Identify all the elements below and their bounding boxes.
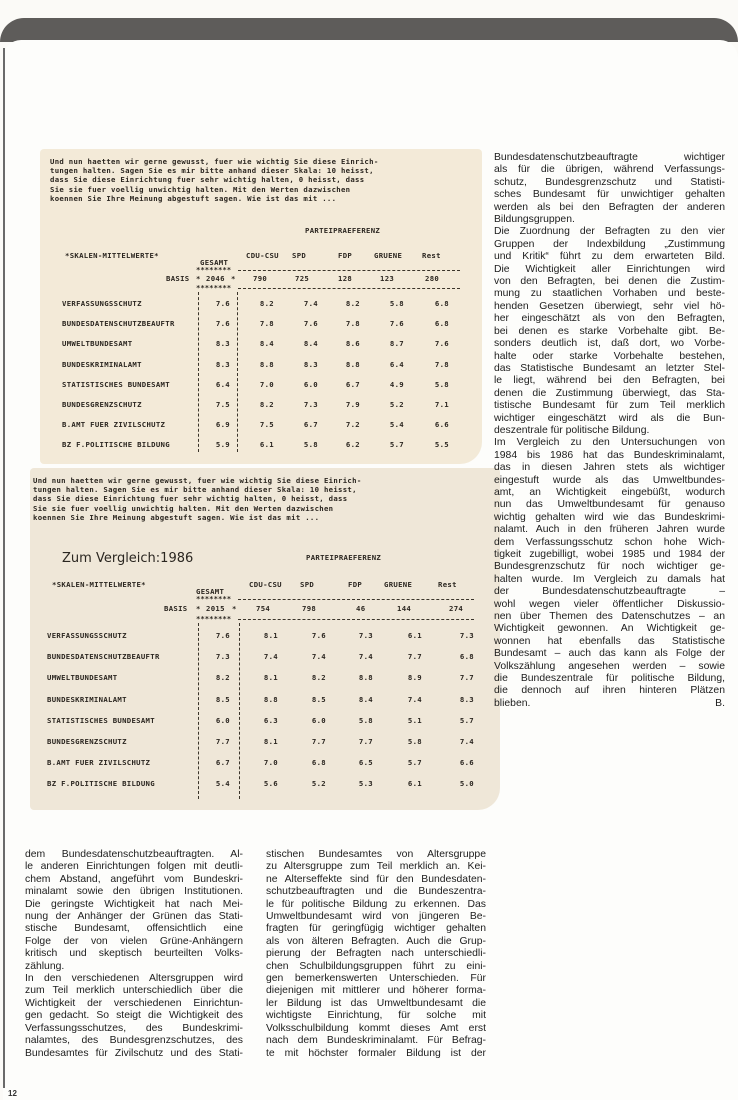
text-line: kritisch und skeptisch beurteilten Volks- [25, 948, 243, 960]
row-value: 5.8 [358, 715, 373, 725]
divider [238, 619, 474, 620]
text-line: nen über Themen des Datenschutzes – an [494, 611, 725, 623]
text-line: Volksschulbildung kommt dieses Amt erst [266, 1022, 486, 1034]
basis-value: 725 [295, 274, 310, 283]
text-line: als von älteren Befragten. Auch die Grup- [266, 935, 486, 947]
row-value: 7.4 [311, 652, 326, 662]
row-value: 6.5 [358, 758, 373, 768]
text-line: ne Alterseffekte sind für den Bundesdaten- [266, 873, 486, 885]
text-line: Bildungsgruppen. [494, 214, 575, 226]
text-line: te mit höchster formaler Bildung ist der [266, 1047, 486, 1059]
row-value: 7.7 [311, 737, 326, 746]
row-label: BUNDESGRENZSCHUTZ [47, 737, 127, 746]
row-label: STATISTISCHES BUNDESAMT [62, 379, 170, 389]
text-line: chen Schulbildungsgruppen führt zu eini- [266, 960, 486, 972]
column-header: SPD [300, 580, 315, 589]
row-value: 6.7 [303, 420, 318, 430]
row-label: B.AMT FUER ZIVILSCHUTZ [62, 420, 166, 430]
question-line: dass Sie diese Einrichtung fuer sehr wichtig halten, 0 heisst, dass [50, 175, 365, 185]
text-line: eingestuft wurde als das Umweltbundes- [494, 474, 725, 486]
text-line: diejenigen mit mittlerer und höherer forma- [266, 985, 486, 997]
row-value: 7.6 [311, 631, 326, 640]
table-row [30, 695, 500, 705]
author-signature: B. [715, 697, 725, 709]
basis-total: 2046 [206, 274, 225, 283]
row-value: 4.9 [389, 379, 404, 389]
row-value: 6.7 [345, 379, 360, 389]
text-line: stischen Bundesamtes von Altersgruppe [266, 849, 486, 860]
text-line: von den Befragten, bei denen die Zustim- [494, 276, 725, 288]
row-value: 5.8 [407, 737, 422, 746]
text-line: nun das Umweltbundesamt für genauso [494, 499, 725, 511]
text-line: als für die übrigen, während Verfassungs- [494, 164, 725, 176]
row-value: 8.1 [263, 673, 278, 683]
row-value: 5.4 [389, 420, 404, 430]
text-line: her eingeschätzt als von den Befragten, [494, 313, 725, 325]
row-value: 5.0 [459, 779, 474, 789]
row-value: 7.2 [345, 420, 360, 430]
row-value: 8.5 [311, 694, 326, 704]
basis-value: 46 [356, 604, 366, 613]
row-total: 7.5 [215, 400, 230, 409]
text-line: dem Bundesdatenschutzbeauftragten. Al- [25, 849, 243, 860]
column-separator [198, 623, 199, 799]
text-line: tistische Bundesamt für zum Teil merklich [494, 400, 725, 412]
basis-marker: * [231, 274, 236, 283]
text-line: deszentrale für politische Bildung. [494, 424, 650, 436]
row-value: 7.8 [345, 319, 360, 329]
row-value: 8.2 [345, 299, 360, 308]
text-line: Bundesdatenschutzbeauftragte wichtiger [494, 152, 725, 163]
row-value: 8.2 [259, 299, 274, 308]
text-line: fragten für geringfügig wichtiger gehalten [266, 923, 486, 935]
row-value: 7.6 [434, 339, 449, 349]
measure-label: *SKALEN-MITTELWERTE* [65, 251, 159, 260]
text-line: henden Gesetzen überwiegt, sehr viel hö- [494, 300, 725, 312]
divider: ******** [196, 265, 232, 274]
row-value: 8.8 [345, 359, 360, 369]
row-value: 8.3 [459, 694, 474, 704]
row-label: UMWELTBUNDESAMT [62, 339, 133, 349]
row-total: 6.7 [215, 758, 230, 768]
page-number: 12 [8, 1089, 17, 1098]
row-value: 6.2 [345, 440, 360, 450]
row-value: 8.8 [358, 673, 373, 683]
row-total: 8.3 [215, 339, 230, 349]
question-line: tungen halten. Sagen Sie es mir bitte anhand dieser Skala: 10 heisst, [33, 485, 357, 495]
row-label: VERFASSUNGSSCHUTZ [62, 299, 142, 308]
row-value: 6.8 [311, 758, 326, 768]
question-text [50, 157, 470, 203]
row-value: 7.6 [389, 319, 404, 329]
text-line: die dennoch auf ihren hinteren Plätzen [494, 685, 725, 697]
text-line: Wichtigkeit der verschiedenen Einrichtun- [25, 997, 243, 1009]
row-value: 7.4 [459, 737, 474, 746]
question-line: Und nun haetten wir gerne gewusst, fuer wie wichtig Sie diese Einrich- [33, 476, 362, 485]
text-line: tigkeit zugebilligt, wobei 1985 und 1984 der [494, 549, 725, 560]
text-line: schutz, Bundesgrenzschutz und Statisti- [494, 176, 725, 188]
row-value: 8.8 [263, 694, 278, 704]
basis-marker: * [232, 604, 237, 613]
table-row [40, 319, 482, 329]
table-row [30, 779, 500, 789]
row-value: 5.1 [407, 715, 422, 725]
row-value: 5.6 [263, 779, 278, 789]
row-value: 5.5 [434, 440, 449, 450]
row-label: STATISTISCHES BUNDESAMT [47, 715, 155, 725]
row-total: 6.4 [215, 379, 230, 389]
row-value: 6.8 [434, 319, 449, 329]
divider: ******** [196, 594, 232, 603]
divider [238, 599, 474, 600]
basis-marker: * [196, 274, 201, 283]
row-value: 7.3 [303, 400, 318, 409]
row-value: 5.7 [459, 715, 474, 725]
row-value: 5.3 [358, 779, 373, 789]
text-line: halten wurde. Im Vergleich zu damals hat [494, 573, 725, 585]
row-value: 8.1 [263, 631, 278, 640]
text-line: In den verschiedenen Altersgruppen wird [25, 973, 243, 985]
row-label: BUNDESGRENZSCHUTZ [62, 400, 142, 409]
table-row [30, 758, 500, 768]
text-line: Volkszählung angesehen werden – sowie [494, 660, 725, 672]
question-text [33, 476, 493, 522]
row-value: 7.4 [263, 652, 278, 662]
text-line: Im Vergleich zu den Untersuchungen von [494, 437, 725, 449]
column-header: FDP [348, 580, 363, 589]
row-value: 7.4 [407, 694, 422, 704]
row-label: B.AMT FUER ZIVILSCHUTZ [47, 758, 151, 768]
row-label: BZ F.POLITISCHE BILDUNG [62, 440, 170, 450]
text-line: Bundesamtes für Zivilschutz und des Stati- [25, 1047, 243, 1059]
row-value: 5.2 [311, 779, 326, 789]
row-value: 6.8 [434, 299, 449, 308]
column-header: SPD [292, 251, 307, 260]
column-header: Rest [438, 580, 457, 589]
basis-value: 123 [380, 274, 395, 283]
text-line: zählung. [25, 960, 65, 972]
row-value: 8.9 [407, 673, 422, 683]
row-label: BUNDESKRIMINALAMT [47, 694, 127, 704]
article-column-bottom-left [25, 849, 243, 1060]
row-value: 7.6 [303, 319, 318, 329]
row-label: BUNDESDATENSCHUTZBEAUFTR [62, 319, 175, 329]
row-value: 8.4 [358, 694, 373, 704]
text-line: denen die Zustimmung überwiegt, das Sta- [494, 387, 725, 399]
table-row [30, 737, 500, 747]
left-margin-rule [3, 48, 5, 1088]
text-line: ler Bildung ist das Umweltbundesamt die [266, 997, 486, 1009]
column-header: CDU-CSU [249, 580, 282, 589]
row-total: 7.3 [215, 652, 230, 662]
row-value: 8.3 [303, 359, 318, 369]
table-row [30, 631, 500, 641]
row-value: 6.1 [407, 779, 422, 789]
text-line: nach dem Bundeskriminalamt. Für Befrag- [266, 1035, 486, 1047]
text-line: Die geringste Wichtigkeit hat nach Mei- [25, 898, 243, 910]
table-row [40, 420, 482, 430]
basis-label: BASIS [164, 604, 188, 613]
divider [238, 288, 460, 289]
question-line: koennen Sie Ihre Meinung abgestuft sagen. Wie ist das mit ... [33, 512, 320, 522]
question-line: Sie sie fuer voellig unwichtig halten. Mit den Werten dazwischen [33, 503, 334, 513]
text-line: bei denen es starke Vorbehalte gibt. Be- [494, 325, 725, 337]
text-line: Die Wichtigkeit aller Einrichtungen wird [494, 263, 725, 275]
text-line: und Kritik“ führt zu dem erwarteten Bild. [494, 251, 725, 263]
table-row [30, 673, 500, 683]
basis-total: 2015 [206, 604, 225, 613]
text-line: nalamt. Auch in den früheren Jahren wurde [494, 524, 725, 536]
text-line: Verfassungsschutzes, des Bundeskrimi- [25, 1022, 243, 1034]
page-header-bar [0, 18, 738, 42]
text-line: das in diesen Jahren stets als wichtiger [494, 462, 725, 474]
measure-label: *SKALEN-MITTELWERTE* [52, 580, 146, 589]
article-column-bottom-middle [266, 849, 486, 1060]
text-line: der Bundesdatenschutzbeauftragte – [494, 586, 725, 598]
row-label: VERFASSUNGSSCHUTZ [47, 631, 127, 640]
text-line: wichtiger eingeschätzt wird als die Bun- [494, 412, 725, 424]
row-value: 7.7 [407, 652, 422, 662]
text-line: nalamtes, des Bundesgrenzschutzes, des [25, 1035, 243, 1047]
column-header: GRUENE [384, 580, 413, 589]
text-line: le anderen Einrichtungen folgen mit deutli- [25, 861, 243, 873]
text-line: zum Teil merklich unterschiedlich über die [25, 985, 243, 997]
text-line: Bundesamt – auch das kann als Folge der [494, 648, 725, 660]
table-row [40, 299, 482, 309]
row-value: 5.8 [303, 440, 318, 450]
row-total: 7.6 [215, 631, 230, 640]
divider: ******** [196, 614, 232, 623]
row-value: 7.9 [345, 400, 360, 409]
table-row [40, 440, 482, 450]
text-line: Folge der von vielen Grüne-Anhängern [25, 935, 243, 947]
text-line: le liegt, während bei den Befragten, bei [494, 375, 725, 387]
text-line: wonnen hat ebenfalls das Statistische [494, 635, 725, 647]
row-value: 8.7 [389, 339, 404, 349]
comparison-title: Zum Vergleich:1986 [62, 551, 194, 566]
column-header: GRUENE [374, 251, 403, 260]
party-preference-header: PARTEIPRAEFERENZ [305, 226, 381, 235]
basis-marker: * [196, 604, 201, 613]
row-total: 6.0 [215, 715, 230, 725]
row-total: 7.6 [215, 319, 230, 329]
basis-value: 280 [425, 274, 440, 283]
row-value: 6.6 [434, 420, 449, 430]
text-line: zu Altersgruppe zum Teil merklich an. Kei- [266, 861, 486, 873]
table-row [30, 652, 500, 662]
row-label: BUNDESDATENSCHUTZBEAUFTR [47, 652, 160, 662]
basis-label: BASIS [166, 274, 190, 283]
text-line: mung zu staatlichen Vorhaben und beste- [494, 288, 725, 300]
text-line: sches Bundesamt für unwichtiger gehalten [494, 189, 725, 201]
text-line: chem Abstand, angeführt vom Bundeskri- [25, 873, 243, 885]
row-label: UMWELTBUNDESAMT [47, 673, 118, 683]
question-line: tungen halten. Sagen Sie es mir bitte anhand dieser Skala: 10 heisst, [50, 166, 374, 176]
basis-value: 798 [302, 604, 317, 613]
column-header: Rest [422, 251, 441, 260]
question-line: koennen Sie Ihre Meinung abgestuft sagen. Wie ist das mit ... [50, 193, 337, 203]
table-row [40, 400, 482, 410]
row-value: 7.3 [459, 631, 474, 640]
column-separator [239, 623, 240, 799]
total-column-header: GESAMT [200, 258, 229, 267]
text-line: blieben. [494, 697, 531, 709]
row-value: 8.8 [259, 359, 274, 369]
row-value: 7.5 [259, 420, 274, 430]
row-value: 7.1 [434, 400, 449, 409]
column-header: FDP [338, 251, 353, 260]
row-value: 7.8 [259, 319, 274, 329]
basis-value: 790 [253, 274, 268, 283]
row-total: 8.3 [215, 359, 230, 369]
text-line: schutzbeauftragten und die Bundeszentra- [266, 886, 486, 898]
text-line: stische Bundesamt, offensichtlich eine [25, 923, 243, 935]
text-line: nung der Anhänger der Grünen das Stati- [25, 911, 243, 923]
text-line: gen bemerkenswerten Unterschieden. Für [266, 973, 486, 985]
survey-table-current [40, 149, 482, 464]
text-line: werden als bei den Befragten der anderen [494, 201, 725, 213]
text-line: Die Zuordnung der Befragten zu den vier [494, 226, 725, 238]
text-line: Gruppen der Indexbildung „Zustimmung [494, 238, 725, 250]
row-total: 8.5 [215, 694, 230, 704]
survey-table-1986 [30, 468, 500, 810]
row-value: 6.0 [303, 379, 318, 389]
text-line: Umweltbundesamt wird von jüngeren Be- [266, 911, 486, 923]
question-line: dass Sie diese Einrichtung fuer sehr wichtig halten, 0 heisst, dass [33, 494, 348, 504]
row-total: 5.9 [215, 440, 230, 450]
row-value: 8.2 [259, 400, 274, 409]
column-header: CDU-CSU [246, 251, 279, 260]
row-value: 7.0 [259, 379, 274, 389]
divider [238, 270, 460, 271]
table-row [40, 360, 482, 370]
text-line: minalamt sowie den übrigen Institutionen. [25, 886, 243, 898]
row-value: 5.7 [407, 758, 422, 768]
row-total: 6.9 [215, 420, 230, 430]
basis-value: 128 [338, 274, 353, 283]
row-value: 6.1 [407, 631, 422, 640]
row-value: 6.1 [259, 440, 274, 450]
row-value: 8.2 [311, 673, 326, 683]
text-line: Bundesgrenzschutz für noch wichtiger ge- [494, 561, 725, 573]
row-value: 8.4 [303, 339, 318, 349]
table-row [40, 339, 482, 349]
row-total: 7.6 [215, 299, 230, 308]
text-line: pierung der Befragten nach unterschiedli- [266, 948, 486, 960]
row-value: 7.4 [358, 652, 373, 662]
row-value: 5.8 [389, 299, 404, 308]
row-value: 6.8 [459, 652, 474, 662]
basis-value: 754 [256, 604, 271, 613]
question-line: Und nun haetten wir gerne gewusst, fuer wie wichtig Sie diese Einrich- [50, 157, 379, 166]
table-row [40, 380, 482, 390]
text-line: 1984 bis 1986 hat das Bundeskriminalamt, [494, 449, 725, 461]
row-value: 7.4 [303, 299, 318, 308]
row-value: 8.1 [263, 737, 278, 746]
row-label: BZ F.POLITISCHE BILDUNG [47, 779, 155, 789]
row-value: 7.7 [459, 673, 474, 683]
article-column-right [494, 152, 725, 710]
row-value: 5.7 [389, 440, 404, 450]
text-line: le für politische Bildung zu erkennen. Das [266, 898, 486, 910]
row-value: 6.0 [311, 715, 326, 725]
text-line: wichtigste Einrichtung, für solche mit [266, 1010, 486, 1022]
text-line: die Bundeszentrale für politische Bildung, [494, 673, 725, 685]
text-line: sonders deutlich ist, daß dort, wo Vorbe- [494, 338, 725, 350]
text-line: wichtig gehalten wird wie das Bundeskrimi- [494, 511, 725, 523]
row-value: 7.7 [358, 737, 373, 746]
row-value: 8.4 [259, 339, 274, 349]
text-line: halte oder starke Vorbehalte bestehen, [494, 350, 725, 362]
text-line: das Statistische Bundesamt an letzter Stel- [494, 362, 725, 374]
divider: ******** [196, 283, 232, 292]
row-value: 5.2 [389, 400, 404, 409]
text-line: Wichtigkeit gewonnen. An Wichtigkeit ge- [494, 623, 725, 635]
text-line: dem Verfassungsschutz schon hohe Wich- [494, 536, 725, 548]
basis-value: 274 [449, 604, 464, 613]
text-line: amt, an Wichtigkeit eingebüßt, wodurch [494, 486, 725, 498]
row-value: 6.4 [389, 359, 404, 369]
text-line: wohl wegen vieler öffentlicher Diskussio- [494, 598, 725, 610]
row-total: 7.7 [215, 737, 230, 746]
row-value: 7.0 [263, 758, 278, 768]
row-value: 6.3 [263, 715, 278, 725]
row-value: 7.8 [434, 359, 449, 369]
question-line: Sie sie fuer voellig unwichtig halten. Mit den Werten dazwischen [50, 184, 351, 194]
row-value: 7.3 [358, 631, 373, 640]
basis-value: 144 [397, 604, 412, 613]
row-total: 8.2 [215, 673, 230, 683]
text-line: gen gedacht. So steigt die Wichtigkeit des [25, 1010, 243, 1022]
row-label: BUNDESKRIMINALAMT [62, 359, 142, 369]
row-total: 5.4 [215, 779, 230, 789]
party-preference-header: PARTEIPRAEFERENZ [306, 553, 382, 562]
row-value: 8.6 [345, 339, 360, 349]
row-value: 5.8 [434, 379, 449, 389]
total-column-header: GESAMT [196, 587, 225, 596]
table-row [30, 716, 500, 726]
row-value: 6.6 [459, 758, 474, 768]
